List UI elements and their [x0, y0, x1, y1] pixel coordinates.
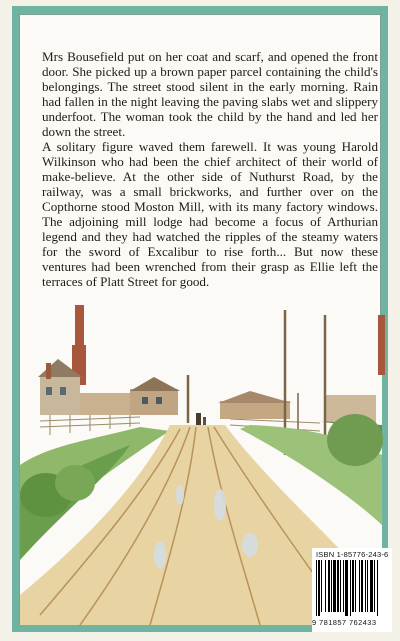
barcode-bar	[331, 560, 332, 612]
barcode-panel	[312, 548, 392, 632]
barcode-bar	[316, 560, 317, 616]
barcode-bar	[337, 560, 339, 612]
blurb-text	[42, 49, 378, 289]
barcode-bar	[333, 560, 336, 612]
back-cover	[12, 6, 388, 632]
barcode-bar	[318, 560, 320, 616]
barcode-bar	[367, 560, 368, 612]
barcode-bars	[314, 560, 390, 616]
barcode-bar	[328, 560, 330, 612]
barcode-bar	[365, 560, 366, 612]
blurb-paragraph-1: Mrs Bousefield put on her coat and scarf, and opened the front door. She picked up a brown paper parcel containing the child's belongings. The street stood silent in the early morning. Rain had fallen in the night leaving the paving slabs wet and slippery underfoot. The woman took the child by the hand and led her down the street.	[42, 49, 378, 139]
isbn-label: ISBN 1-85776-243-6	[316, 550, 389, 559]
cover-panel	[19, 14, 389, 627]
barcode-bar	[377, 560, 378, 616]
barcode-bar	[350, 560, 351, 616]
barcode-bar	[345, 560, 348, 616]
barcode-bar	[352, 560, 354, 612]
barcode-bar	[370, 560, 373, 612]
barcode-bar	[355, 560, 356, 612]
blurb-paragraph-2: A solitary figure waved them farewell. It was young Harold Wilkinson who had been the chief architect of their world of make-believe. At the other side of Nuthurst Road, by the railway, was a small brickworks, and further over on the Copthorne stood Moston Mill, with its many factory windows. The adjoining mill lodge had become a focus of Arthurian legend and they had watched the ripples of the steamy waters for the sword of Excalibur to rise forth... But now these ventures had been wrenched from their grasp as Ellie left the terraces of Platt Street for good.	[42, 139, 378, 289]
ean-digits: 9 781857 762433	[312, 618, 377, 627]
barcode-bar	[325, 560, 326, 612]
barcode-bar	[374, 560, 375, 612]
barcode-bar	[340, 560, 341, 612]
barcode-bar	[321, 560, 322, 612]
barcode-bar	[361, 560, 363, 612]
barcode-bar	[359, 560, 360, 612]
barcode-bar	[343, 560, 344, 612]
